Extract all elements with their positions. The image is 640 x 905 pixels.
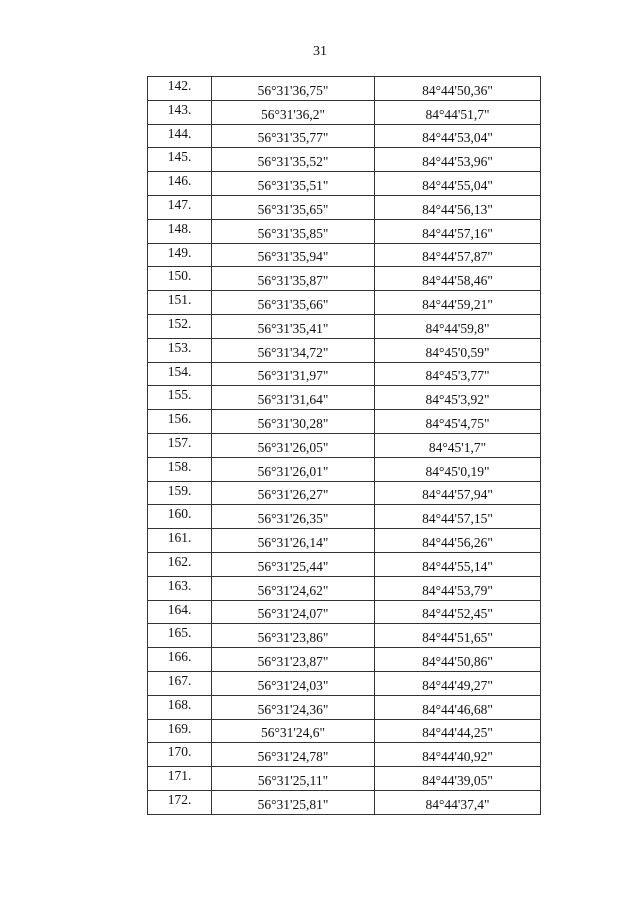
- longitude-cell: 84°45'1,7": [375, 433, 541, 457]
- point-number-cell: 146.: [148, 172, 212, 196]
- latitude-cell: 56°31'35,77": [212, 124, 375, 148]
- table-row: [148, 600, 541, 624]
- latitude-cell: 56°31'25,81": [212, 790, 375, 814]
- latitude-cell: 56°31'35,65": [212, 195, 375, 219]
- table-row: [148, 433, 541, 457]
- point-number-cell: 166.: [148, 648, 212, 672]
- point-number-cell: 152.: [148, 314, 212, 338]
- longitude-cell: 84°44'49,27": [375, 671, 541, 695]
- table-row: [148, 314, 541, 338]
- latitude-cell: 56°31'26,14": [212, 529, 375, 553]
- point-number-cell: 157.: [148, 433, 212, 457]
- point-number-cell: 167.: [148, 671, 212, 695]
- point-number-cell: 163.: [148, 576, 212, 600]
- table-row: [148, 124, 541, 148]
- latitude-cell: 56°31'24,36": [212, 695, 375, 719]
- longitude-cell: 84°44'50,36": [375, 77, 541, 101]
- table-row: [148, 481, 541, 505]
- longitude-cell: 84°44'57,94": [375, 481, 541, 505]
- table-row: [148, 243, 541, 267]
- longitude-cell: 84°45'0,59": [375, 338, 541, 362]
- point-number-cell: 150.: [148, 267, 212, 291]
- longitude-cell: 84°44'51,7": [375, 100, 541, 124]
- latitude-cell: 56°31'35,51": [212, 172, 375, 196]
- table-row: [148, 624, 541, 648]
- longitude-cell: 84°44'53,79": [375, 576, 541, 600]
- table-row: [148, 172, 541, 196]
- latitude-cell: 56°31'26,05": [212, 433, 375, 457]
- point-number-cell: 165.: [148, 624, 212, 648]
- latitude-cell: 56°31'25,11": [212, 767, 375, 791]
- latitude-cell: 56°31'34,72": [212, 338, 375, 362]
- longitude-cell: 84°44'55,14": [375, 552, 541, 576]
- point-number-cell: 161.: [148, 529, 212, 553]
- latitude-cell: 56°31'31,97": [212, 362, 375, 386]
- longitude-cell: 84°44'52,45": [375, 600, 541, 624]
- longitude-cell: 84°44'53,96": [375, 148, 541, 172]
- point-number-cell: 172.: [148, 790, 212, 814]
- longitude-cell: 84°45'3,77": [375, 362, 541, 386]
- latitude-cell: 56°31'30,28": [212, 410, 375, 434]
- point-number-cell: 151.: [148, 291, 212, 315]
- table-row: [148, 267, 541, 291]
- coordinates-table-body: [148, 77, 541, 815]
- point-number-cell: 147.: [148, 195, 212, 219]
- latitude-cell: 56°31'24,78": [212, 743, 375, 767]
- latitude-cell: 56°31'26,35": [212, 505, 375, 529]
- point-number-cell: 143.: [148, 100, 212, 124]
- page-number: 31: [313, 44, 327, 59]
- latitude-cell: 56°31'35,87": [212, 267, 375, 291]
- table-row: [148, 671, 541, 695]
- table-row: [148, 338, 541, 362]
- table-row: [148, 148, 541, 172]
- point-number-cell: 149.: [148, 243, 212, 267]
- coordinates-table: [147, 76, 541, 815]
- point-number-cell: 164.: [148, 600, 212, 624]
- latitude-cell: 56°31'24,07": [212, 600, 375, 624]
- longitude-cell: 84°44'40,92": [375, 743, 541, 767]
- latitude-cell: 56°31'35,52": [212, 148, 375, 172]
- table-row: [148, 552, 541, 576]
- longitude-cell: 84°44'56,26": [375, 529, 541, 553]
- point-number-cell: 145.: [148, 148, 212, 172]
- longitude-cell: 84°44'57,87": [375, 243, 541, 267]
- latitude-cell: 56°31'35,66": [212, 291, 375, 315]
- latitude-cell: 56°31'24,03": [212, 671, 375, 695]
- longitude-cell: 84°44'57,15": [375, 505, 541, 529]
- table-row: [148, 648, 541, 672]
- longitude-cell: 84°45'3,92": [375, 386, 541, 410]
- latitude-cell: 56°31'23,86": [212, 624, 375, 648]
- point-number-cell: 156.: [148, 410, 212, 434]
- latitude-cell: 56°31'36,75": [212, 77, 375, 101]
- longitude-cell: 84°44'58,46": [375, 267, 541, 291]
- table-row: [148, 457, 541, 481]
- longitude-cell: 84°45'4,75": [375, 410, 541, 434]
- latitude-cell: 56°31'36,2": [212, 100, 375, 124]
- longitude-cell: 84°44'37,4": [375, 790, 541, 814]
- table-row: [148, 362, 541, 386]
- point-number-cell: 148.: [148, 219, 212, 243]
- table-row: [148, 695, 541, 719]
- latitude-cell: 56°31'31,64": [212, 386, 375, 410]
- latitude-cell: 56°31'26,27": [212, 481, 375, 505]
- table-row: [148, 529, 541, 553]
- latitude-cell: 56°31'26,01": [212, 457, 375, 481]
- latitude-cell: 56°31'24,62": [212, 576, 375, 600]
- longitude-cell: 84°44'53,04": [375, 124, 541, 148]
- table-row: [148, 100, 541, 124]
- latitude-cell: 56°31'35,85": [212, 219, 375, 243]
- point-number-cell: 169.: [148, 719, 212, 743]
- point-number-cell: 170.: [148, 743, 212, 767]
- point-number-cell: 171.: [148, 767, 212, 791]
- longitude-cell: 84°44'57,16": [375, 219, 541, 243]
- table-row: [148, 767, 541, 791]
- point-number-cell: 158.: [148, 457, 212, 481]
- point-number-cell: 153.: [148, 338, 212, 362]
- latitude-cell: 56°31'24,6": [212, 719, 375, 743]
- table-row: [148, 195, 541, 219]
- point-number-cell: 155.: [148, 386, 212, 410]
- longitude-cell: 84°44'51,65": [375, 624, 541, 648]
- point-number-cell: 160.: [148, 505, 212, 529]
- point-number-cell: 162.: [148, 552, 212, 576]
- point-number-cell: 168.: [148, 695, 212, 719]
- longitude-cell: 84°44'39,05": [375, 767, 541, 791]
- point-number-cell: 142.: [148, 77, 212, 101]
- longitude-cell: 84°44'50,86": [375, 648, 541, 672]
- table-row: [148, 576, 541, 600]
- longitude-cell: 84°44'59,8": [375, 314, 541, 338]
- longitude-cell: 84°45'0,19": [375, 457, 541, 481]
- latitude-cell: 56°31'35,41": [212, 314, 375, 338]
- table-row: [148, 77, 541, 101]
- table-row: [148, 719, 541, 743]
- table-row: [148, 743, 541, 767]
- table-row: [148, 386, 541, 410]
- latitude-cell: 56°31'25,44": [212, 552, 375, 576]
- longitude-cell: 84°44'56,13": [375, 195, 541, 219]
- table-row: [148, 505, 541, 529]
- point-number-cell: 154.: [148, 362, 212, 386]
- longitude-cell: 84°44'46,68": [375, 695, 541, 719]
- table-row: [148, 291, 541, 315]
- latitude-cell: 56°31'23,87": [212, 648, 375, 672]
- table-row: [148, 410, 541, 434]
- point-number-cell: 159.: [148, 481, 212, 505]
- point-number-cell: 144.: [148, 124, 212, 148]
- latitude-cell: 56°31'35,94": [212, 243, 375, 267]
- longitude-cell: 84°44'44,25": [375, 719, 541, 743]
- longitude-cell: 84°44'55,04": [375, 172, 541, 196]
- table-row: [148, 219, 541, 243]
- table-row: [148, 790, 541, 814]
- longitude-cell: 84°44'59,21": [375, 291, 541, 315]
